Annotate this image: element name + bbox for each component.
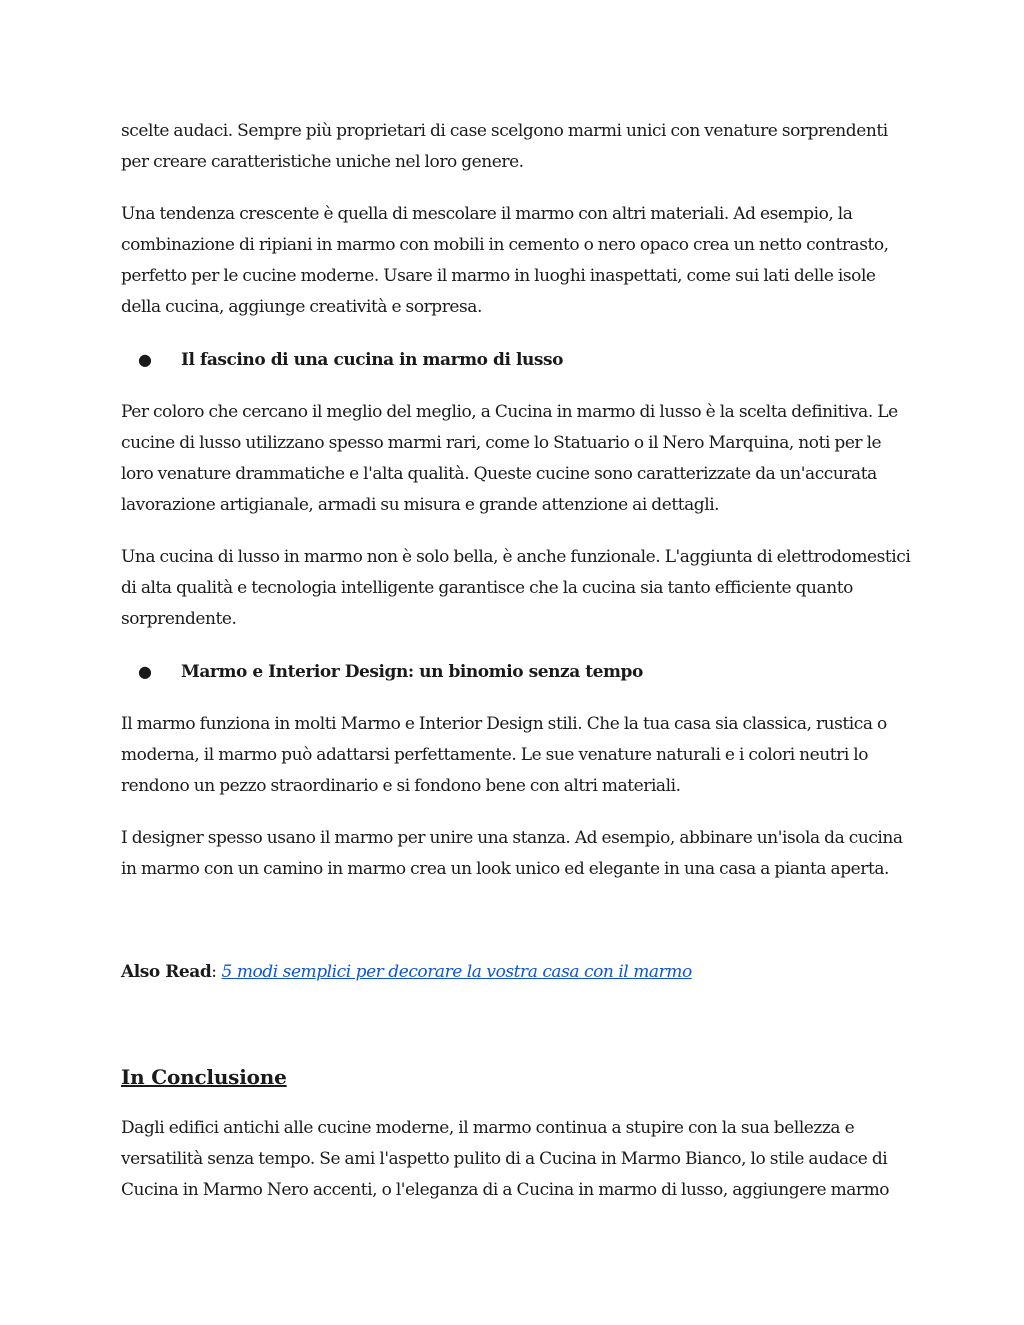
bullet-luxury-kitchen	[121, 344, 911, 376]
also-read-link[interactable]: 5 modi semplici per decorare la vostra casa con il marmo	[221, 962, 692, 982]
paragraph-marble-veining: scelte audaci. Sempre più proprietari di case scelgono marmi unici con venature sorprendenti per creare caratteristiche uniche nel loro genere.	[121, 121, 888, 172]
also-read	[121, 957, 911, 988]
document-page	[121, 116, 911, 1206]
conclusion-heading: In Conclusione	[121, 1065, 287, 1089]
paragraph-designers: I designer spesso usano il marmo per unire una stanza. Ad esempio, abbinare un'isola da cucina in marmo con un camino in marmo crea un look unico ed elegante in una casa a pianta aperta.	[121, 828, 903, 879]
paragraph-mixing-materials: Una tendenza crescente è quella di mescolare il marmo con altri materiali. Ad esempio, la combinazione di ripiani in marmo con mobili in cemento o nero opaco crea un netto contrasto, perfetto per le cucine moderne. Usare il marmo in luoghi inaspettati, come sui lati delle isole della cucina, aggiunge creatività e sorpresa.	[121, 204, 889, 317]
paragraph-functional: Una cucina di lusso in marmo non è solo bella, è anche funzionale. L'aggiunta di elettrodomestici di alta qualità e tecnologia intelligente garantisce che la cucina sia tanto efficiente quanto sorprendente.	[121, 547, 911, 629]
bullet-interior-design	[121, 656, 911, 688]
paragraph-conclusion: Dagli edifici antichi alle cucine moderne, il marmo continua a stupire con la sua bellezza e versatilità senza tempo. Se ami l'aspetto pulito di a Cucina in Marmo Bianco, lo stile audace di Cucina in Marmo Nero accenti, o l'eleganza di a Cucina in marmo di lusso, aggiungere marmo	[121, 1118, 890, 1200]
bullet-icon: ●	[138, 350, 152, 369]
bullet-heading-interior: Marmo e Interior Design: un binomio senza tempo	[181, 662, 643, 682]
also-read-label: Also Read	[121, 962, 212, 982]
bullet-heading-luxury: Il fascino di una cucina in marmo di lusso	[181, 350, 563, 370]
paragraph-design-styles: Il marmo funziona in molti Marmo e Interior Design stili. Che la tua casa sia classica, rustica o moderna, il marmo può adattarsi perfettamente. Le sue venature naturali e i colori neutri lo rendono un pezzo straordinario e si fondono bene con altri materiali.	[121, 714, 887, 796]
paragraph-luxury-kitchen: Per coloro che cercano il meglio del meglio, a Cucina in marmo di lusso è la scelta definitiva. Le cucine di lusso utilizzano spesso marmi rari, come lo Statuario o il Nero Marquina, noti per le loro venature drammatiche e l'alta qualità. Queste cucine sono caratterizzate da un'accurata lavorazione artigianale, armadi su misura e grande attenzione ai dettagli.	[121, 402, 898, 515]
also-read-separator: :	[211, 962, 222, 982]
bullet-icon: ●	[138, 662, 152, 681]
